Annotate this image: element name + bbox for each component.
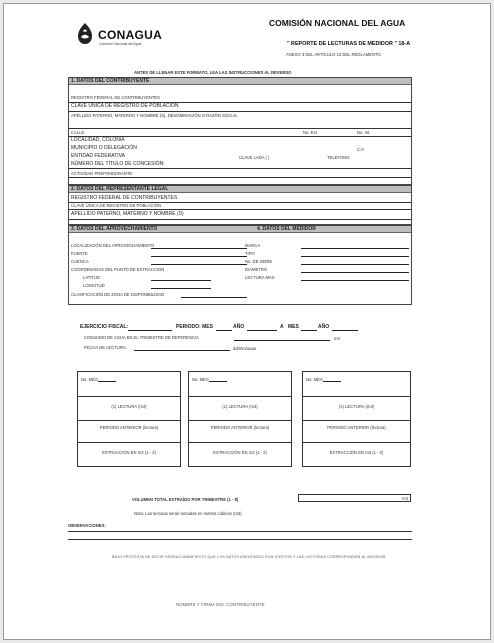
clave-lada-label[interactable]: CLAVE LADA ( ) <box>239 155 270 160</box>
extraccion-label: EXTRACCIÓN EN m3 (1 - 2) <box>102 450 156 455</box>
volumen-total-field[interactable] <box>298 494 411 502</box>
fuente-label[interactable]: FUENTE <box>71 251 88 256</box>
mes-field[interactable] <box>301 330 317 331</box>
anterior-label: PERIODO ANTERIOR (lectura) <box>210 425 270 430</box>
logo-wordmark: CONAGUA <box>98 28 163 42</box>
volumen-unit: m3 <box>402 496 408 501</box>
latitud-label[interactable]: LATITUD <box>83 275 101 280</box>
conagua-logo <box>74 22 164 52</box>
observaciones-label: OBSERVACIONES: <box>68 523 106 528</box>
municipio-label[interactable]: MUNICIPIO O DELEGACIÓN <box>71 145 137 151</box>
month-label: No. MES <box>306 377 323 382</box>
extraccion-label: EXTRACCIÓN EN m3 (1 - 2) <box>213 450 267 455</box>
section-3-4-header <box>69 226 411 233</box>
lectura-max-label[interactable]: LECTURA MAX. <box>245 275 276 280</box>
periodo-label: PERIODO: MES <box>176 324 213 330</box>
volumen-total-label: VOLUMEN TOTAL EXTRAÍDO POR TRIMESTRE (1 - 8) <box>132 497 239 502</box>
extraccion-label: EXTRACCIÓN EN m3 (1 - 2) <box>329 450 384 455</box>
anterior-label: PERIODO ANTERIOR (lectura) <box>99 425 159 430</box>
firma-contribuyente: NOMBRE Y FIRMA DEL CONTRIBUYENTE <box>176 602 265 607</box>
fecha-format: dd/mm/aaaa <box>233 346 257 351</box>
fecha-lectura-field[interactable] <box>134 350 230 351</box>
tipo-label[interactable]: TIPO <box>245 251 255 256</box>
lectura-label: (1) LECTURA (m3) <box>222 404 258 409</box>
section-representante <box>68 185 412 225</box>
lectura-label: (1) LECTURA (m3) <box>111 404 147 409</box>
mes-label: MES <box>288 324 299 330</box>
no-ext-label[interactable]: No. Ext. <box>303 130 318 135</box>
agency-title: COMISIÓN NACIONAL DEL AGUA <box>269 18 406 28</box>
consumo-label: CONSUMO DE AGUA EN EL TRIMESTRE DE REFERENCIA <box>84 335 199 340</box>
coordenadas-label[interactable]: COORDENADAS DEL PUNTO DE EXTRACCIÓN <box>71 267 165 272</box>
section-3-title: 3. DATOS DEL APROVECHAMIENTO <box>71 226 158 232</box>
form-page <box>3 3 491 640</box>
ano2-label: AÑO <box>318 324 330 330</box>
month-field[interactable] <box>323 381 341 382</box>
nota-lecturas: Nota: Las lecturas serán tomadas en metros cúbicos (m3) <box>134 511 242 516</box>
month-field[interactable] <box>98 381 116 382</box>
actividad-label[interactable]: ACTIVIDAD PREPONDERANTE: <box>71 171 134 176</box>
fecha-lectura-label: FECHA DE LECTURA: <box>84 345 127 350</box>
a-label: A <box>280 324 284 330</box>
rep-curp-label[interactable]: CLAVE ÚNICA DE REGISTRO DE POBLACIÓN <box>71 203 161 208</box>
month-label: No. MES <box>81 377 98 382</box>
month-box-2 <box>188 371 292 467</box>
longitud-label[interactable]: LONGITUD <box>83 283 105 288</box>
cp-label[interactable]: C.P. <box>357 147 365 152</box>
observaciones-line-1[interactable] <box>68 531 412 532</box>
month-label: No. MES <box>192 377 209 382</box>
form-note: ANEXO 3 DEL ARTÍCULO 13 DEL REGLAMENTO <box>286 52 381 57</box>
titulo-label[interactable]: NÚMERO DEL TÍTULO DE CONCESIÓN: <box>71 161 165 167</box>
rfc-label[interactable]: REGISTRO FEDERAL DE CONTRIBUYENTES <box>71 95 160 100</box>
ano2-field[interactable] <box>332 330 358 331</box>
serie-label[interactable]: No. DE SERIE <box>245 259 273 264</box>
observaciones-line-2[interactable] <box>68 539 412 540</box>
periodo-mes-field[interactable] <box>216 330 232 331</box>
ejercicio-fiscal-field[interactable] <box>128 330 172 331</box>
logo-subtitle: Comisión Nacional del Agua <box>99 42 142 46</box>
nombre-label[interactable]: APELLIDO PATERNO, MATERNO Y NOMBRE (S), DENOMINACIÓN O RAZÓN SOCIAL <box>71 113 238 118</box>
consumo-field[interactable] <box>234 340 330 341</box>
month-field[interactable] <box>209 381 227 382</box>
section-contribuyente <box>68 77 412 185</box>
rep-nombre-label[interactable]: APELLIDO PATERNO, MATERNO Y NOMBRE (S) <box>71 211 184 217</box>
telefono-label[interactable]: TELÉFONO <box>327 155 350 160</box>
entidad-label[interactable]: ENTIDAD FEDERATIVA <box>71 153 125 159</box>
rep-rfc-label[interactable]: REGISTRO FEDERAL DE CONTRIBUYENTES <box>71 195 178 201</box>
no-int-label[interactable]: No. Int. <box>357 130 371 135</box>
ano1-field[interactable] <box>247 330 277 331</box>
localizacion-label[interactable]: LOCALIZACIÓN DEL APROVECHAMIENTO <box>71 243 155 248</box>
section-aprovechamiento-medidor <box>68 225 412 305</box>
lectura-label: (1) LECTURA (m3) <box>338 404 375 409</box>
curp-label[interactable]: CLAVE ÚNICA DE REGISTRO DE POBLACIÓN <box>71 103 179 109</box>
month-box-3 <box>302 371 411 467</box>
top-instructions: ANTES DE LLENAR ESTE FORMATO, LEA LAS INSTRUCCIONES AL REVERSO <box>134 70 292 75</box>
localidad-label[interactable]: LOCALIDAD, COLONIA <box>71 137 125 143</box>
section-4-title: 4. DATOS DEL MEDIDOR <box>257 226 316 232</box>
month-box-1 <box>77 371 181 467</box>
declaracion-note: BAJO PROTESTA DE DECIR VERDAD MANIFIESTO QUE LOS DATOS ASENTADOS SON CIERTOS Y LAS LECTURAS CORRESPONDEN AL MEDIDOR <box>112 555 386 559</box>
section-1-header: 1. DATOS DEL CONTRIBUYENTE <box>69 78 411 85</box>
calle-label[interactable]: CALLE <box>71 130 85 135</box>
consumo-unit: m3 <box>334 336 340 341</box>
conagua-emblem-icon <box>74 22 96 46</box>
cuenca-label[interactable]: CUENCA <box>71 259 89 264</box>
form-name: " REPORTE DE LECTURAS DE MEDIDOR " 18-A <box>287 41 411 47</box>
ano1-label: AÑO <box>233 324 245 330</box>
clasificacion-label[interactable]: CLASIFICACIÓN DE ZONA DE DISPONIBILIDAD <box>71 292 165 297</box>
anterior-label: PERIODO ANTERIOR (lectura) <box>327 425 386 430</box>
marca-label[interactable]: MARCA <box>245 243 261 248</box>
diametro-label[interactable]: DIÁMETRO <box>245 267 268 272</box>
section-2-header: 2. DATOS DEL REPRESENTANTE LEGAL <box>69 186 411 193</box>
ejercicio-fiscal-label: EJERCICIO FISCAL: <box>80 324 129 330</box>
